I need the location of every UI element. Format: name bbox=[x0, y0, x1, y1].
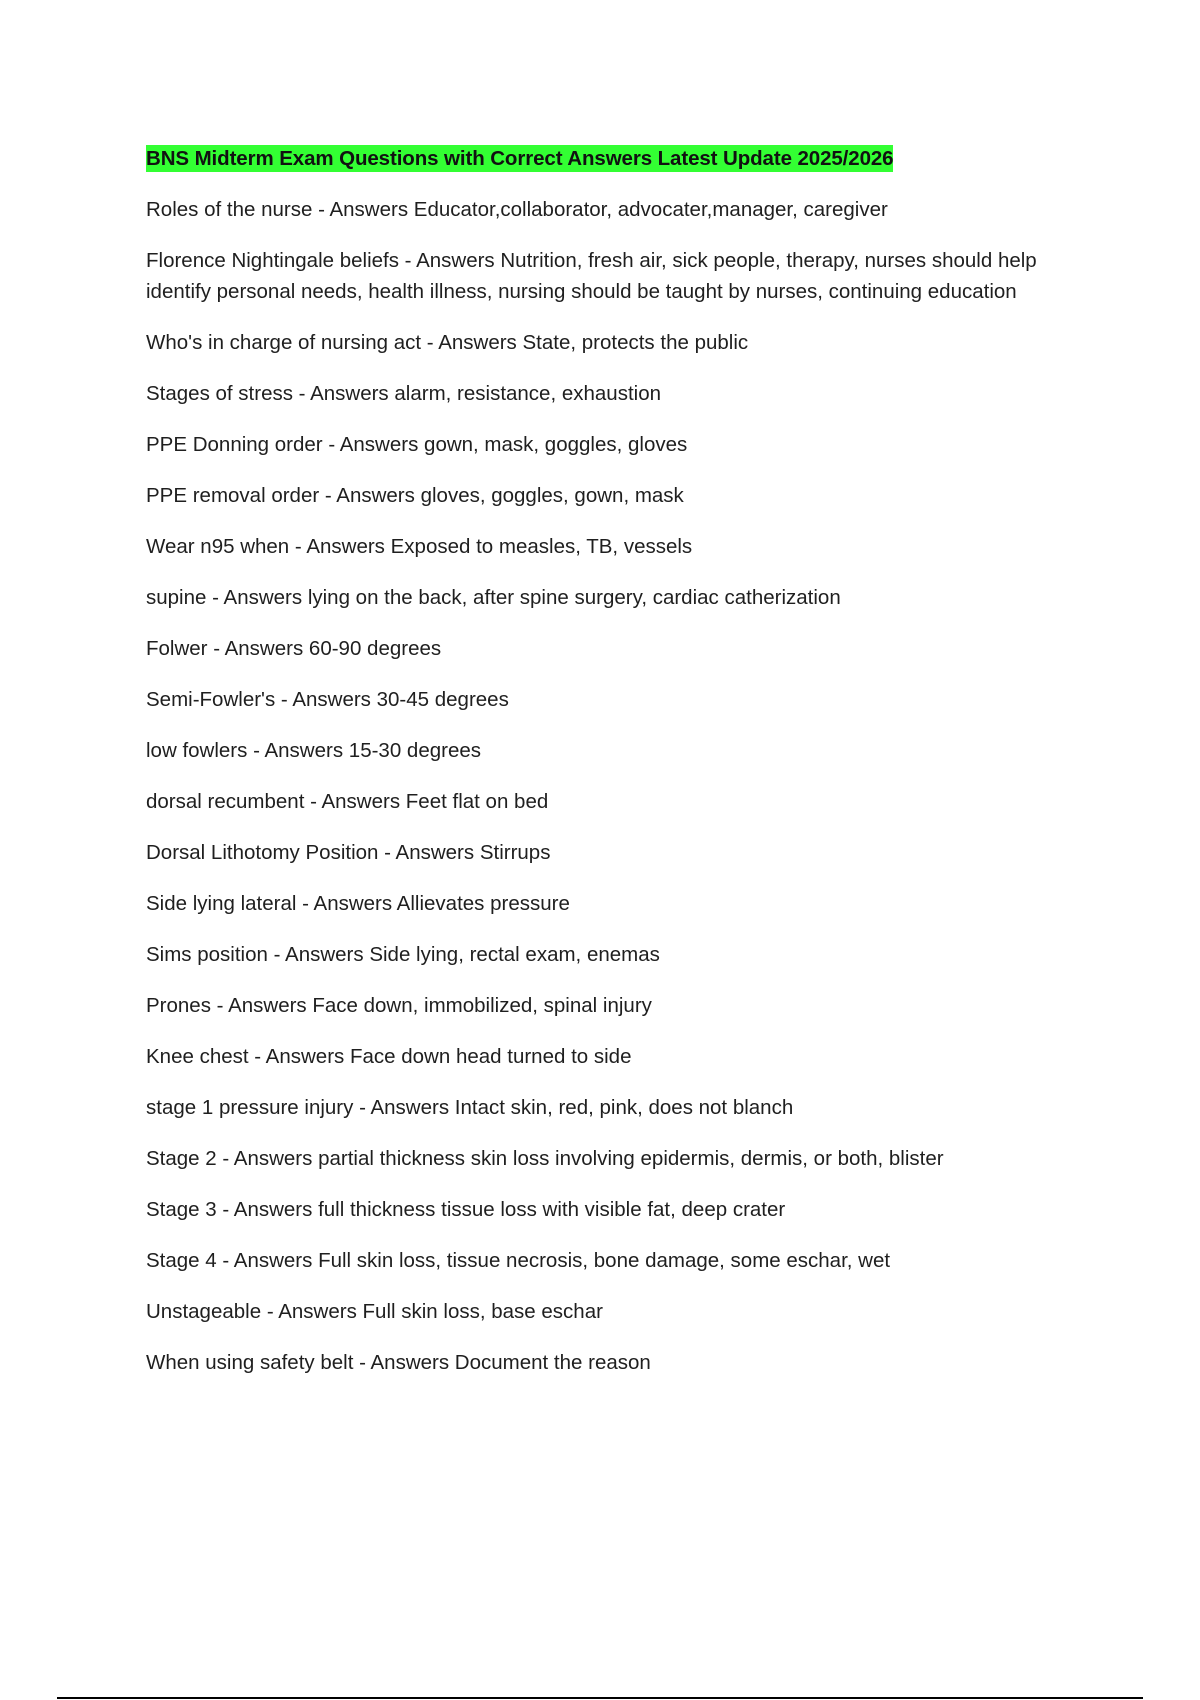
qa-answer: Answers Intact skin, red, pink, does not blanch bbox=[370, 1096, 794, 1119]
qa-question: supine bbox=[146, 586, 207, 609]
qa-separator: - bbox=[296, 892, 314, 915]
qa-answer: Answers Exposed to measles, TB, vessels bbox=[306, 535, 693, 558]
qa-separator: - bbox=[206, 586, 224, 609]
qa-question: Stage 3 bbox=[146, 1198, 217, 1221]
qa-question: Dorsal Lithotomy Position bbox=[146, 841, 379, 864]
qa-item bbox=[146, 1245, 1076, 1276]
qa-answer: Answers partial thickness skin loss involving epidermis, dermis, or both, blister bbox=[233, 1147, 944, 1170]
qa-question: Sims position bbox=[146, 943, 268, 966]
qa-separator: - bbox=[216, 1249, 234, 1272]
qa-separator: - bbox=[216, 1147, 234, 1170]
qa-separator: - bbox=[292, 382, 311, 405]
qa-item bbox=[146, 582, 1076, 613]
qa-separator: - bbox=[216, 1198, 234, 1221]
qa-item bbox=[146, 245, 1076, 307]
qa-answer: Answers 30-45 degrees bbox=[292, 688, 509, 711]
qa-item bbox=[146, 327, 1076, 358]
qa-answer: Answers 15-30 degrees bbox=[264, 739, 481, 762]
qa-item bbox=[146, 888, 1076, 919]
qa-separator: - bbox=[210, 994, 229, 1017]
qa-question: PPE Donning order bbox=[146, 433, 323, 456]
qa-separator: - bbox=[207, 637, 225, 660]
qa-question: stage 1 pressure injury bbox=[146, 1096, 354, 1119]
qa-question: Florence Nightingale beliefs bbox=[146, 249, 399, 272]
qa-item bbox=[146, 531, 1076, 562]
qa-item bbox=[146, 1347, 1076, 1378]
qa-separator: - bbox=[312, 198, 330, 221]
qa-answer: Answers Face down, immobilized, spinal injury bbox=[228, 994, 652, 1017]
qa-item bbox=[146, 378, 1076, 409]
qa-answer: Answers State, protects the public bbox=[438, 331, 749, 354]
qa-question: When using safety belt bbox=[146, 1351, 354, 1374]
qa-answer: Answers alarm, resistance, exhaustion bbox=[310, 382, 662, 405]
qa-question: Side lying lateral bbox=[146, 892, 297, 915]
footer-rule bbox=[57, 1697, 1143, 1699]
qa-answer: Answers Face down head turned to side bbox=[265, 1045, 632, 1068]
qa-separator: - bbox=[275, 688, 293, 711]
qa-answer: Answers Full skin loss, tissue necrosis, bone damage, some eschar, wet bbox=[233, 1249, 891, 1272]
qa-question: Who's in charge of nursing act bbox=[146, 331, 422, 354]
qa-answer: Answers Nutrition, fresh air, sick people, therapy, nurses should help identify personal needs, health illness, nursing should be taught by nurses, continuing education bbox=[146, 249, 1037, 303]
qa-answer: Answers Side lying, rectal exam, enemas bbox=[285, 943, 660, 966]
qa-separator: - bbox=[267, 943, 286, 966]
qa-separator: - bbox=[421, 331, 439, 354]
qa-separator: - bbox=[261, 1300, 279, 1323]
qa-item bbox=[146, 194, 1076, 225]
qa-question: Stage 4 bbox=[146, 1249, 217, 1272]
title-row bbox=[146, 144, 1076, 174]
qa-question: PPE removal order bbox=[146, 484, 320, 507]
qa-separator: - bbox=[353, 1096, 371, 1119]
qa-answer: Answers Feet flat on bed bbox=[321, 790, 549, 813]
qa-list bbox=[146, 194, 1076, 1378]
qa-separator: - bbox=[304, 790, 322, 813]
qa-question: Stages of stress bbox=[146, 382, 293, 405]
qa-answer: Answers Educator,collaborator, advocater,manager, caregiver bbox=[329, 198, 888, 221]
qa-question: Roles of the nurse bbox=[146, 198, 313, 221]
qa-answer: Answers Allievates pressure bbox=[313, 892, 570, 915]
qa-answer: Answers gown, mask, goggles, gloves bbox=[339, 433, 688, 456]
qa-item bbox=[146, 939, 1076, 970]
qa-question: Folwer bbox=[146, 637, 208, 660]
qa-answer: Answers full thickness tissue loss with visible fat, deep crater bbox=[233, 1198, 786, 1221]
qa-separator: - bbox=[319, 484, 337, 507]
qa-item bbox=[146, 786, 1076, 817]
qa-item bbox=[146, 480, 1076, 511]
qa-question: Stage 2 bbox=[146, 1147, 217, 1170]
qa-item bbox=[146, 1092, 1076, 1123]
qa-answer: Answers Full skin loss, base eschar bbox=[278, 1300, 603, 1323]
qa-item bbox=[146, 1194, 1076, 1225]
qa-separator: - bbox=[322, 433, 340, 456]
qa-separator: - bbox=[247, 739, 265, 762]
qa-item bbox=[146, 1296, 1076, 1327]
qa-item bbox=[146, 1041, 1076, 1072]
qa-item bbox=[146, 684, 1076, 715]
qa-question: Wear n95 when bbox=[146, 535, 290, 558]
qa-item bbox=[146, 633, 1076, 664]
qa-item bbox=[146, 990, 1076, 1021]
qa-separator: - bbox=[398, 249, 417, 272]
qa-answer: Answers Stirrups bbox=[395, 841, 551, 864]
qa-answer: Answers gloves, goggles, gown, mask bbox=[336, 484, 684, 507]
qa-separator: - bbox=[378, 841, 396, 864]
document-body bbox=[146, 144, 1076, 1398]
qa-question: low fowlers bbox=[146, 739, 248, 762]
qa-answer: Answers Document the reason bbox=[370, 1351, 651, 1374]
qa-separator: - bbox=[248, 1045, 266, 1068]
qa-question: Semi-Fowler's bbox=[146, 688, 276, 711]
qa-separator: - bbox=[289, 535, 307, 558]
qa-item bbox=[146, 1143, 1076, 1174]
qa-question: Prones bbox=[146, 994, 211, 1017]
qa-item bbox=[146, 735, 1076, 766]
qa-item bbox=[146, 837, 1076, 868]
qa-answer: Answers lying on the back, after spine surgery, cardiac catherization bbox=[223, 586, 841, 609]
qa-question: Knee chest bbox=[146, 1045, 249, 1068]
qa-question: dorsal recumbent bbox=[146, 790, 305, 813]
qa-question: Unstageable bbox=[146, 1300, 262, 1323]
qa-item bbox=[146, 429, 1076, 460]
qa-answer: Answers 60-90 degrees bbox=[224, 637, 442, 660]
qa-separator: - bbox=[353, 1351, 371, 1374]
document-title: BNS Midterm Exam Questions with Correct Answers Latest Update 2025/2026 bbox=[146, 147, 894, 170]
